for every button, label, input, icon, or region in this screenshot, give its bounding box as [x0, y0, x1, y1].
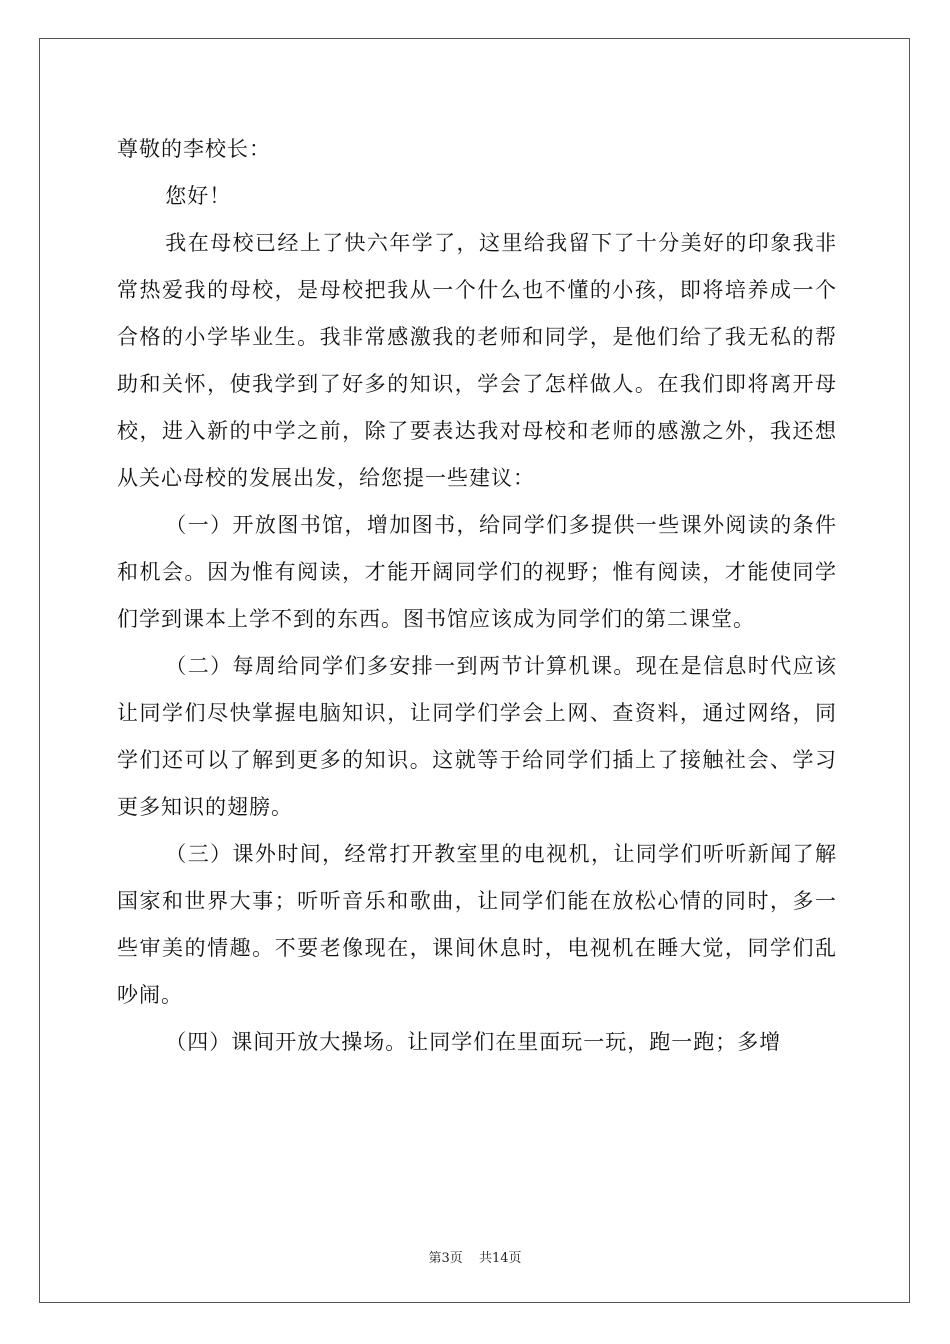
paragraph-suggestion-1: （一）开放图书馆，增加图书，给同学们多提供一些课外阅读的条件和机会。因为惟有阅读，才能开阔同学们的视野；惟有阅读，才能使同学们学到课本上学不到的东西。图书馆应该成为同学们的第二课堂。	[117, 513, 837, 631]
paragraph-intro: 我在母校已经上了快六年学了，这里给我留下了十分美好的印象我非常热爱我的母校，是母校把我从一个什么也不懂的小孩，即将培养成一个合格的小学毕业生。我非常感激我的老师和同学，是他们给了我无私的帮助和关怀，使我学到了好多的知识，学会了怎样做人。在我们即将离开母校，进入新的中学之前，除了要表达我对母校和老师的感激之外，我还想从关心母校的发展出发，给您提一些建议：	[117, 231, 837, 490]
page-number-total: 共14页	[478, 1251, 522, 1266]
letter-body	[117, 126, 837, 1066]
paragraph-suggestion-2: （二）每周给同学们多安排一到两节计算机课。现在是信息时代应该让同学们尽快掌握电脑知识，让同学们学会上网、查资料，通过网络，同学们还可以了解到更多的知识。这就等于给同学们插上了接触社会、学习更多知识的翅膀。	[117, 654, 837, 819]
paragraph-suggestion-4: （四）课间开放大操场。让同学们在里面玩一玩，跑一跑；多增	[165, 1030, 782, 1054]
page-footer	[0, 1247, 950, 1266]
greeting: 您好！	[165, 184, 232, 208]
paragraph-suggestion-3: （三）课外时间，经常打开教室里的电视机，让同学们听听新闻了解国家和世界大事；听听音乐和歌曲，让同学们能在放松心情的同时，多一些审美的情趣。不要老像现在，课间休息时，电视机在睡大觉，同学们乱吵闹。	[117, 842, 837, 1007]
page-number-current: 第3页	[428, 1251, 463, 1266]
salutation: 尊敬的李校长：	[117, 137, 271, 161]
